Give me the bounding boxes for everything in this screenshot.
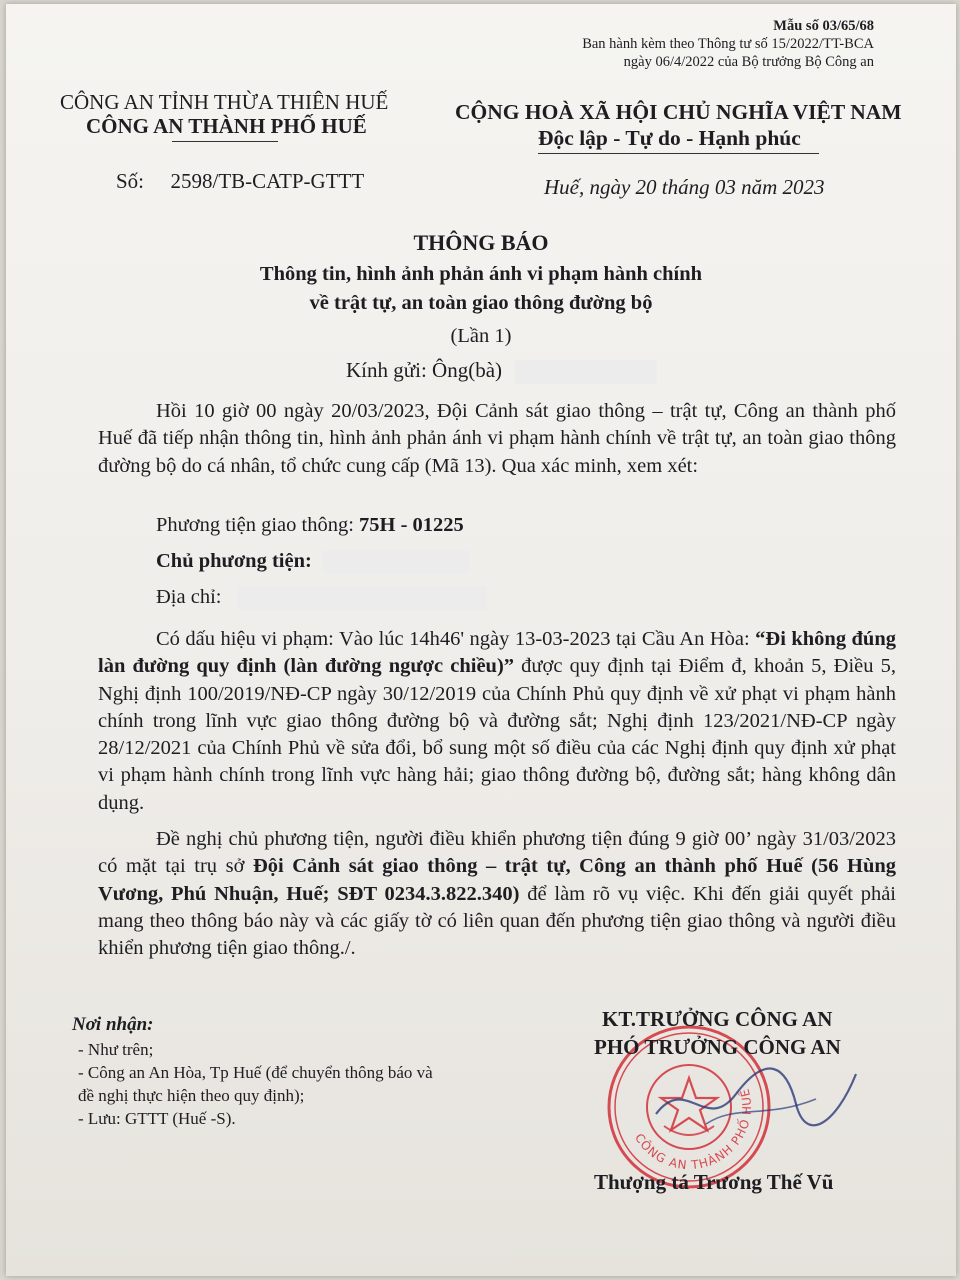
redacted-name — [515, 360, 657, 384]
request-prefix: Đề nghị chủ phương tiện, người điều khiển phương tiện đúng 9 giờ 00’ ngày 31/03/2023 có mặt tại trụ sở — [98, 828, 896, 878]
recipient-item: - Công an An Hòa, Tp Huế (để chuyển thông báo và — [78, 1063, 433, 1082]
seal-text: CÔNG AN THÀNH PHỐ HUẾ — [632, 1086, 755, 1173]
agency-parent: CÔNG AN TỈNH THỪA THIÊN HUẾ — [60, 90, 389, 114]
motto-underline — [538, 153, 819, 154]
vehicle-plate: 75H - 01225 — [359, 514, 464, 536]
recipients-label: Nơi nhận: — [72, 1014, 154, 1035]
place-date: Huế, ngày 20 tháng 03 năm 2023 — [544, 175, 825, 199]
document-page — [6, 4, 956, 1276]
signature-line-2: PHÓ TRƯỞNG CÔNG AN — [594, 1035, 841, 1059]
vehicle-line — [156, 514, 464, 537]
redacted-address — [237, 586, 487, 610]
address-label: Địa chỉ: — [156, 586, 222, 608]
redacted-owner — [323, 550, 469, 574]
document-number — [116, 169, 364, 194]
violation-paragraph — [98, 626, 896, 817]
recipient-item: đề nghị thực hiện theo quy định); — [78, 1086, 305, 1105]
doc-title: THÔNG BÁO — [413, 230, 549, 255]
form-issued-with: Ban hành kèm theo Thông tư số 15/2022/TT-BCA — [582, 36, 874, 52]
owner-label: Chủ phương tiện: — [156, 550, 312, 572]
intro-text: Hồi 10 giờ 00 ngày 20/03/2023, Đội Cảnh sát giao thông – trật tự, Công an thành phố Huế đã tiếp nhận thông tin, hình ảnh phản ánh vi phạm hành chính về trật tự, an toàn giao thông đường bộ do cá nhân, tổ chức cung cấp (Mã 13). Qua xác minh, xem xét: — [98, 400, 896, 477]
form-code: Mẫu số 03/65/68 — [773, 18, 874, 34]
owner-line — [156, 550, 469, 574]
violation-suffix: được quy định tại Điểm đ, khoản 5, Điều 5, Nghị định 100/2019/NĐ-CP ngày 30/12/2019 của Chính Phủ quy định về xử phạt vi phạm hành chính trong lĩnh vực giao thông đường bộ và đường sắt; Nghị định 123/2021/NĐ-CP ngày 28/12/2021 của Chính Phủ về sửa đổi, bổ sung một số điều của các Nghị định quy định xử phạt vi phạm hành chính trong lĩnh vực hàng hải; giao thông đường bộ, đường sắt; hàng không dân dụng. — [98, 655, 897, 814]
doc-subtitle-1: Thông tin, hình ảnh phản ánh vi phạm hành chính — [259, 263, 703, 285]
number-value: 2598/TB-CATP-GTTT — [170, 169, 365, 193]
agency-underline — [172, 141, 278, 142]
address-line — [156, 586, 487, 610]
violation-prefix: Có dấu hiệu vi phạm: Vào lúc 14h46' ngày 13-03-2023 tại Cầu An Hòa: — [156, 628, 756, 650]
doc-subtitle-2: về trật tự, an toàn giao thông đường bộ — [309, 292, 653, 314]
recipient-item: - Như trên; — [78, 1040, 154, 1059]
signer-name: Thượng tá Trương Thế Vũ — [594, 1170, 834, 1194]
number-label: Số: — [116, 169, 145, 193]
violation-offense: “Đi không đúng làn đường quy định (làn đường ngược chiều)” — [98, 628, 896, 678]
request-office: Đội Cảnh sát giao thông – trật tự, Công an thành phố Huế (56 Hùng Vương, Phú Nhuận, Huế; SĐT 0234.3.822.340) — [98, 855, 896, 905]
request-suffix: để làm rõ vụ việc. Khi đến giải quyết phải mang theo thông báo này và các giấy tờ có liên quan đến phương tiện giao thông và người điều khiển phương tiện giao thông./. — [98, 882, 896, 960]
handwritten-signature-icon — [646, 1044, 866, 1144]
recipient-item: - Lưu: GTTT (Huế -S). — [78, 1109, 236, 1128]
vehicle-label: Phương tiện giao thông: — [156, 514, 354, 536]
signature-line-1: KT.TRƯỞNG CÔNG AN — [602, 1007, 833, 1031]
nation-motto: Độc lập - Tự do - Hạnh phúc — [538, 126, 801, 150]
request-paragraph — [98, 826, 896, 962]
intro-paragraph — [98, 398, 896, 480]
doc-round: (Lần 1) — [450, 325, 512, 347]
agency-name: CÔNG AN THÀNH PHỐ HUẾ — [86, 114, 367, 138]
addressee — [346, 358, 657, 384]
nation-name: CỘNG HOÀ XÃ HỘI CHỦ NGHĨA VIỆT NAM — [455, 100, 902, 124]
form-issued-date: ngày 06/4/2022 của Bộ trưởng Bộ Công an — [623, 54, 874, 70]
addressee-label: Kính gửi: Ông(bà) — [346, 358, 503, 382]
